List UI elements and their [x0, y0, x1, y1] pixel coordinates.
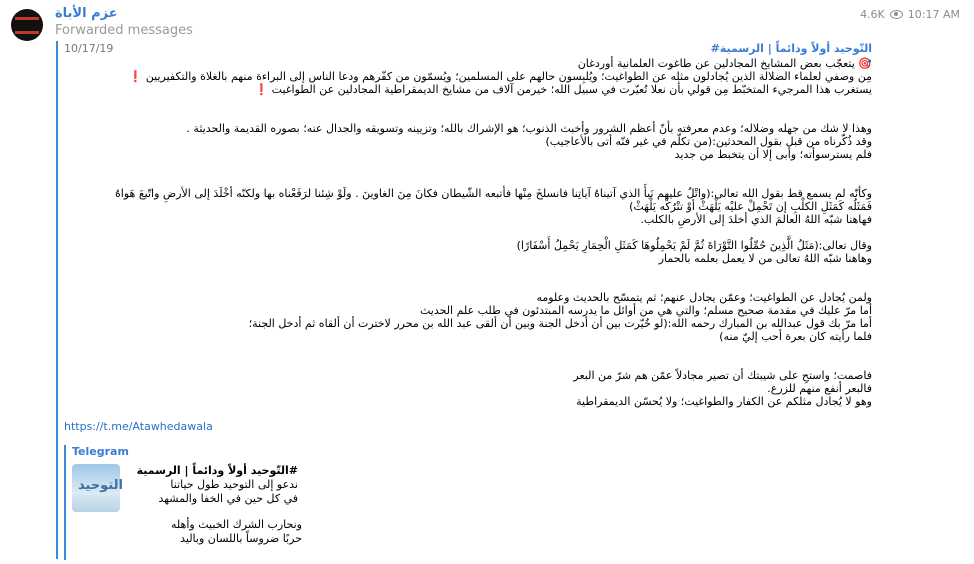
- view-count: 4.6K: [860, 8, 885, 21]
- channel-link[interactable]: https://t.me/Atawhedawala: [64, 420, 213, 433]
- post-line: أما مرّ بك قول عبدالله بن المبارك رحمه الله:(لو خُيّرت بين أن أدخل الجنة وبين أن ألقى عبد الله بن محرر لاخترت أن ألقاه ثم أدخل الجنة؛: [248, 317, 872, 330]
- avatar-stripe: [15, 17, 39, 20]
- post-line: يستغرب هذا المرجيء المتخبّط مِن قولي بأن نعلا تُعيّرت في سبيل الله؛ خيرمن آلاف من مشايخ الديمقراطية المجادلين عن الطواغيت ❗️: [254, 83, 872, 96]
- preview-desc-line: ونحارب الشرك الخبيث وأهله: [171, 518, 302, 531]
- post-line: ولمن يُجادل عن الطواغيت؛ وعمّن يجادل عنهم؛ ثم يتمسّح بالحديث وعلومه: [536, 291, 872, 304]
- preview-desc-line: في كل حين في الخفا والمشهد: [158, 492, 298, 505]
- preview-thumbnail: [72, 464, 123, 512]
- post-line: وقد ذُكّرناه من قبل بقول المحدثين:(من تكلّم في غير فنّه أتى بالأعاجيب): [545, 135, 872, 148]
- preview-desc-line: ندعو إلى التوحيد طول حياتنا: [170, 478, 298, 491]
- preview-desc-line: حربًا ضروساً باللسان وباليد: [180, 532, 302, 545]
- message-time: 10:17 AM: [907, 8, 960, 21]
- post-line: فهاهنا شبّه اللهُ العالمَ الذي أخلدَ إلى الأرضِ بالكلب.: [640, 213, 872, 226]
- forwarded-label: Forwarded messages: [55, 23, 193, 38]
- link-preview[interactable]: [64, 445, 442, 560]
- message-meta: [860, 8, 960, 21]
- eye-icon: [890, 10, 903, 19]
- post-line: 🎯 يتعجّب بعض المشايخ المجادلين عن طاغوت العلمانية أوردغان: [577, 57, 872, 70]
- post-line: مِن وصفي لعلماء الضلالة الذين يُجادلون مثله عن الطواغيت؛ ويُلبِسون حالهم على المسلمين؛ ويُسمّون من كفّرهم ودعا الناس إلى البراءة منهم بالغلاة والتكفيريين ❗️: [128, 70, 872, 83]
- post-line: أما مرّ عليك في مقدمة صحيح مسلم؛ والتي هي من أوائل ما يدرسه المبتدئون في طلب علم الحديث: [419, 304, 872, 317]
- post-line: فاصمت؛ واستحِ على شيبتك أن تصير مجادلاً عمّن هم شرّ من البعر: [573, 369, 872, 382]
- channel-avatar[interactable]: [11, 9, 43, 41]
- forward-bar: [56, 41, 58, 559]
- preview-more: [72, 518, 302, 546]
- preview-text: [128, 464, 298, 512]
- post-line: فلما رأيته كان بعرة أحب إليّ منه): [719, 330, 872, 343]
- post-body: [64, 57, 872, 408]
- thumbnail-text: التوحيد: [78, 478, 123, 493]
- post-line: وهذا لا شك من جهله وضلاله؛ وعدم معرفته بأنّ أعظم الشرور وأخبث الذنوب؛ هو الإشراك بالله؛ وتزيينه وتسويقه والجدال عنه؛ بصوره القديمة والحديثة .: [186, 122, 872, 135]
- preview-body: [72, 464, 442, 512]
- post-source-title[interactable]: #التّوحيد أولاً ودائماً | الرسمية: [710, 41, 872, 55]
- post-line: فالبعر أنفع منهم للزرع.: [767, 382, 872, 395]
- preview-title: #التّوحيد أولاً ودائماً | الرسمية: [136, 464, 298, 477]
- post-line: وقال تعالى:(مَثَلُ الَّذِينَ حُمِّلُوا التَّوْرَاةَ ثُمَّ لَمْ يَحْمِلُوهَا كَمَثَلِ الْحِمَارِ يَحْمِلُ أَسْفَارًا): [516, 239, 872, 252]
- sender-name[interactable]: عزم الأباة: [55, 6, 118, 21]
- preview-site-name: Telegram: [72, 445, 129, 458]
- post-line: وهاهنا شبّه اللهُ تعالى من لا يعمل بعلمه بالحمار: [658, 252, 872, 265]
- post-line: فلم يسترسوأته؛ وأبى إلا أن يتخبط من جديد: [674, 148, 872, 161]
- avatar-stripe: [15, 31, 39, 34]
- post-line: فَمَثَلُه كَمَثَلِ الكلْبِ إن تَحْمِلْ عليْه يَلْهَثْ أوْ تتْرُكْه يَلْهَثْ): [629, 200, 872, 213]
- post-date: 10/17/19: [64, 41, 114, 55]
- post-line: وكأنّه لم يسمع قط بقول الله تعالى:(واتْلُ عليهم نَبأَ الذي آتيناهُ آياتِنا فانسلخَ مِنْها فأتبعه الشّيطان فكانَ مِنَ الغاوينَ . ولَوْ شِئنا لرَفَعْناه بها ولكنّه أخْلَدَ إلى الأرضِ واتّبعَ هَواهُ: [115, 187, 872, 200]
- post-line: وهو لا يُجادل مثلكم عن الكفار والطواغيت؛ ولا يُحسّن الديمقراطية: [576, 395, 872, 408]
- post-header: [64, 40, 872, 57]
- forwarded-post: [64, 40, 872, 434]
